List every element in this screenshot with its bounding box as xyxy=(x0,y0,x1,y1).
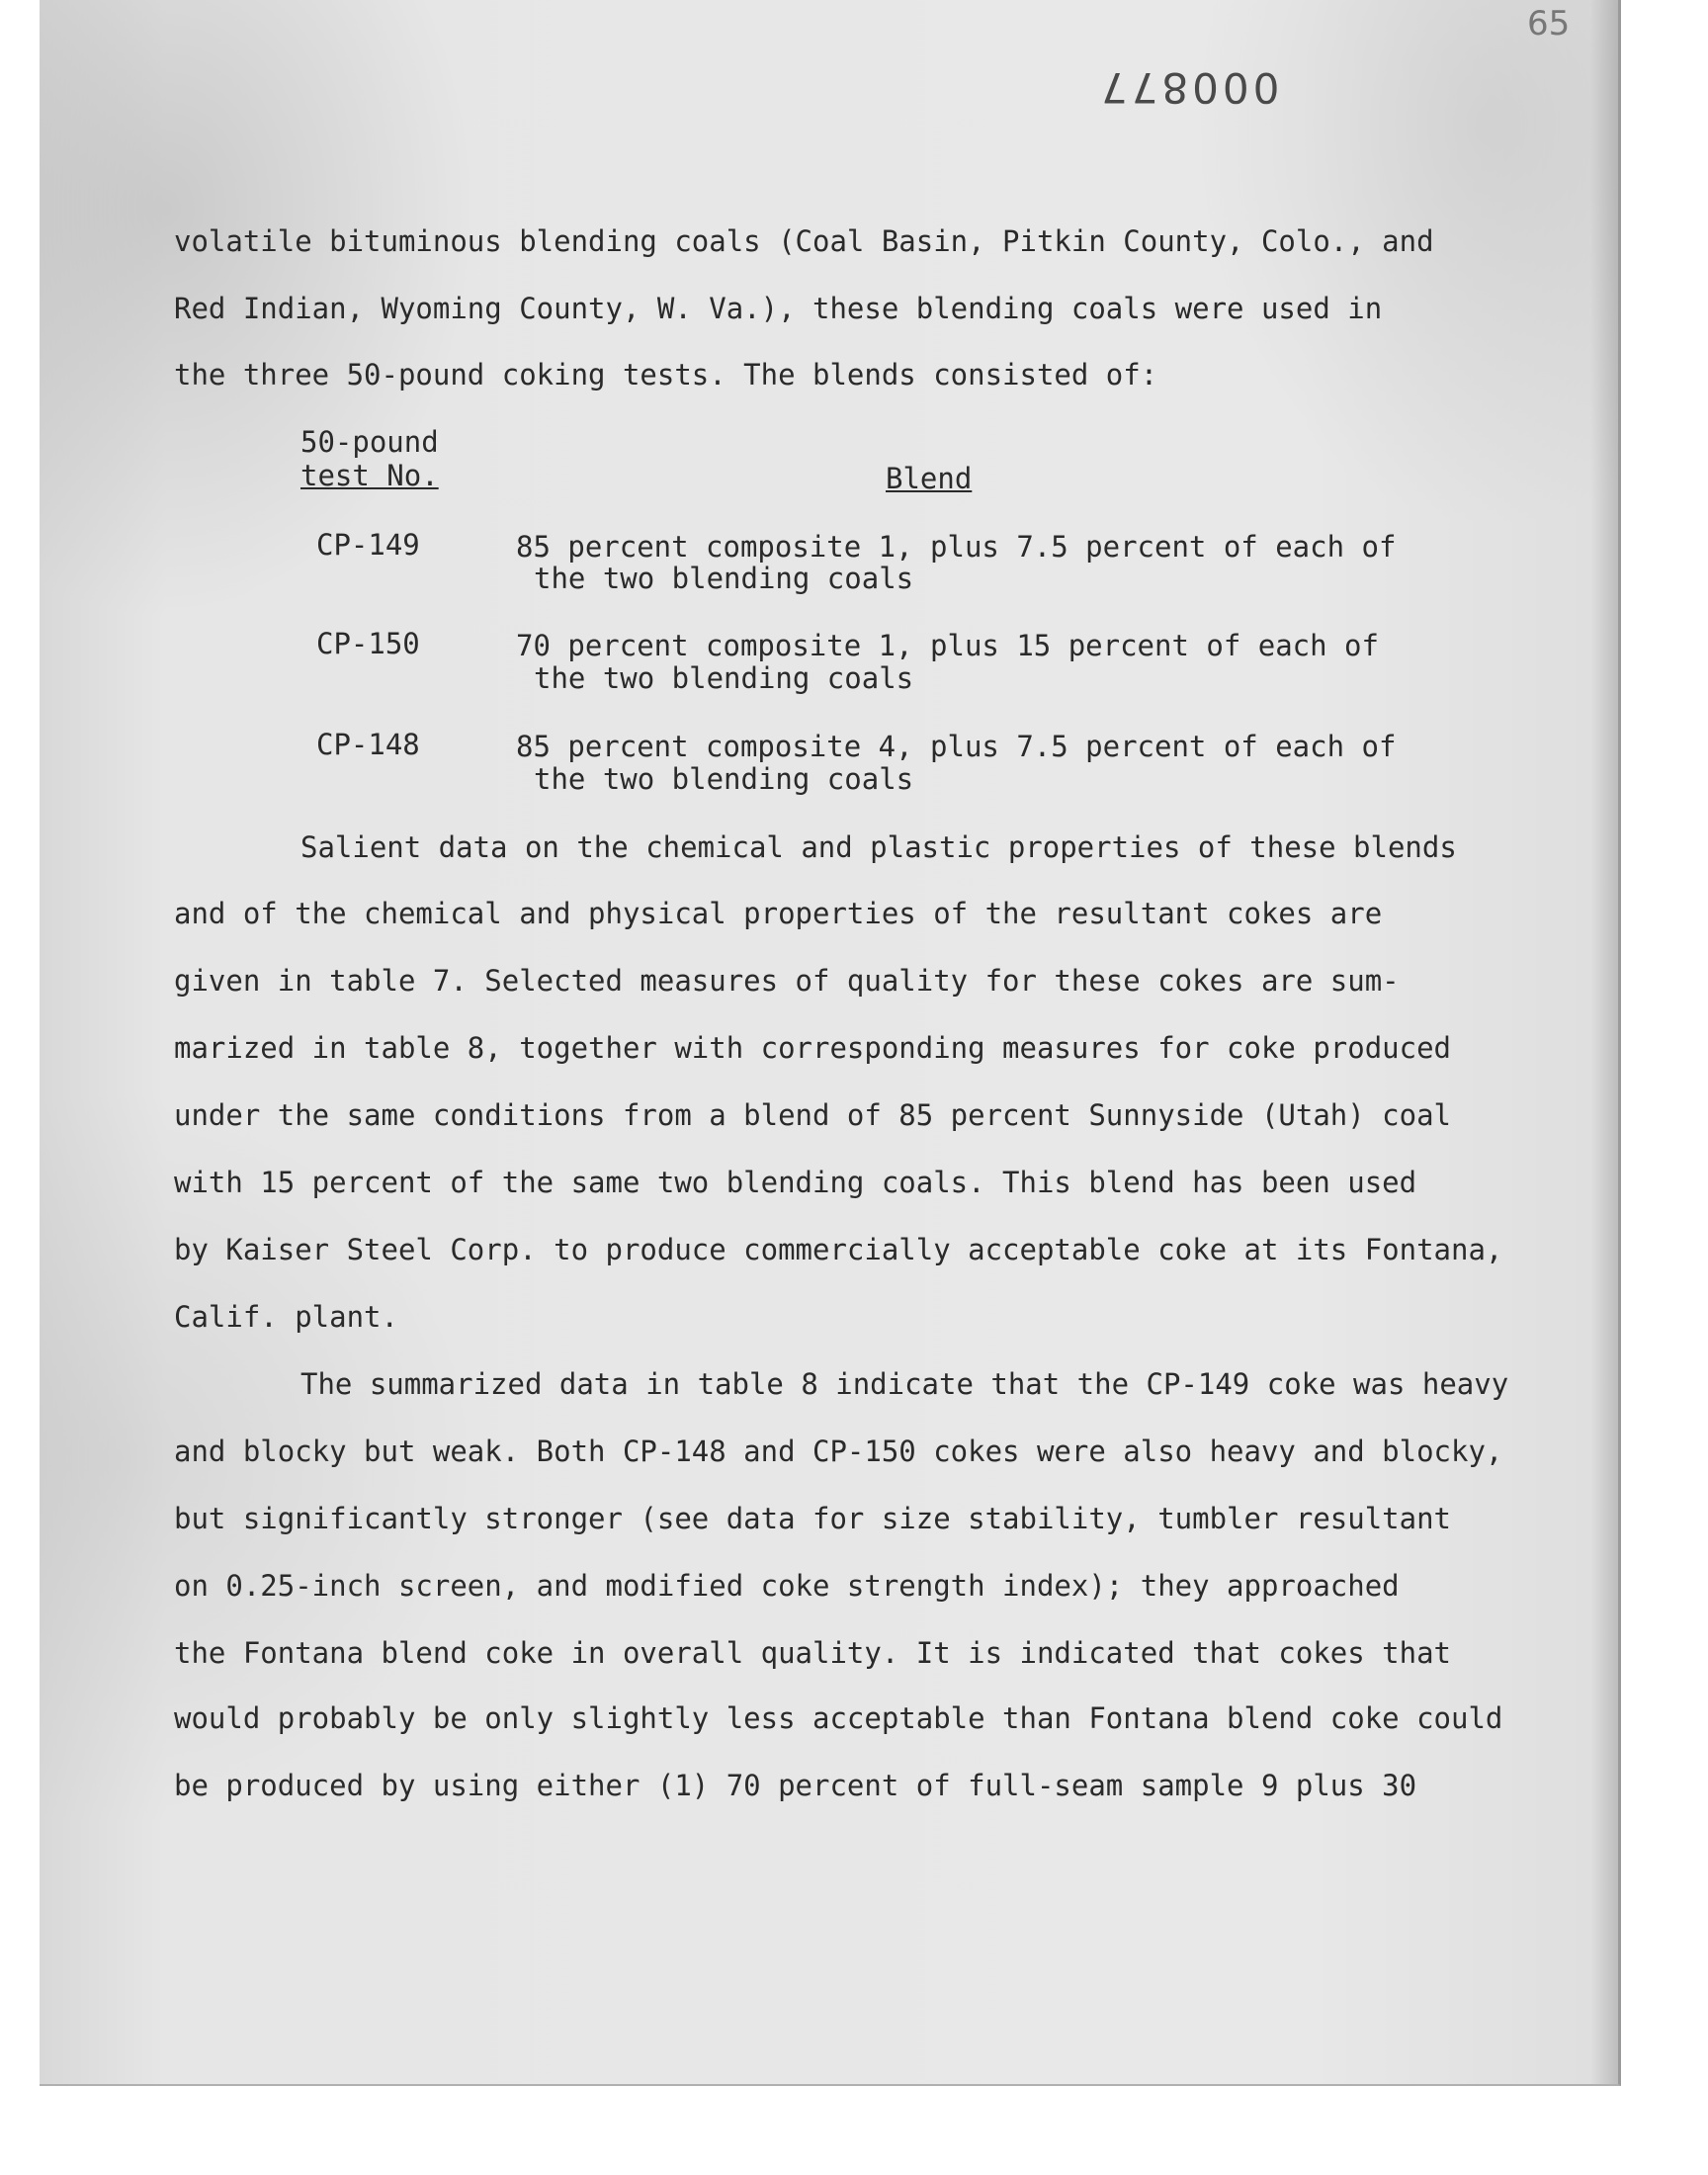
para1-line-1: Salient data on the chemical and plastic properties of these blends xyxy=(300,830,1457,864)
para1-line-2: and of the chemical and physical properties of the resultant cokes are xyxy=(174,897,1383,930)
table-header-test-line1: 50-pound xyxy=(300,425,439,459)
para2-line-4: on 0.25-inch screen, and modified coke strength index); they approached xyxy=(174,1569,1400,1603)
para1-line-8: Calif. plant. xyxy=(174,1300,398,1334)
page-edge-shadow xyxy=(1590,0,1618,2084)
para1-line-3: given in table 7. Selected measures of quality for these cokes are sum- xyxy=(174,964,1400,998)
document-stamp: 000877 xyxy=(1097,63,1280,112)
intro-line-1: volatile bituminous blending coals (Coal Basin, Pitkin County, Colo., and xyxy=(174,224,1434,258)
table-row-blend-line1: 70 percent composite 1, plus 15 percent of each of xyxy=(516,629,1379,662)
page-number: 65 xyxy=(1527,4,1571,44)
intro-line-3: the three 50-pound coking tests. The blends consisted of: xyxy=(174,358,1158,392)
para2-line-5: the Fontana blend coke in overall quality. It is indicated that cokes that xyxy=(174,1636,1452,1670)
table-row-blend-line1: 85 percent composite 4, plus 7.5 percent of each of xyxy=(516,730,1397,763)
table-row-blend-line2: the two blending coals xyxy=(534,661,914,695)
table-row-blend-line2: the two blending coals xyxy=(534,762,914,796)
para2-line-1: The summarized data in table 8 indicate that the CP-149 coke was heavy xyxy=(300,1367,1509,1401)
para2-line-6: would probably be only slightly less acceptable than Fontana blend coke could xyxy=(174,1701,1503,1735)
para2-line-7: be produced by using either (1) 70 percent of full-seam sample 9 plus 30 xyxy=(174,1769,1417,1802)
table-row-blend-line2: the two blending coals xyxy=(534,562,914,595)
table-row-blend-line1: 85 percent composite 1, plus 7.5 percent of each of xyxy=(516,530,1397,564)
para1-line-5: under the same conditions from a blend of 85 percent Sunnyside (Utah) coal xyxy=(174,1098,1452,1132)
para1-line-7: by Kaiser Steel Corp. to produce commercially acceptable coke at its Fontana, xyxy=(174,1233,1503,1266)
table-row-test: CP-148 xyxy=(316,728,420,761)
para1-line-4: marized in table 8, together with corresponding measures for coke produced xyxy=(174,1031,1452,1065)
intro-line-2: Red Indian, Wyoming County, W. Va.), these blending coals were used in xyxy=(174,292,1383,325)
table-header-test-line2: test No. xyxy=(300,459,439,492)
para2-line-2: and blocky but weak. Both CP-148 and CP-150 cokes were also heavy and blocky, xyxy=(174,1435,1503,1468)
para2-line-3: but significantly stronger (see data for size stability, tumbler resultant xyxy=(174,1502,1452,1535)
para1-line-6: with 15 percent of the same two blending coals. This blend has been used xyxy=(174,1166,1417,1199)
table-header-blend: Blend xyxy=(886,462,973,495)
table-row-test: CP-149 xyxy=(316,528,420,562)
table-row-test: CP-150 xyxy=(316,627,420,660)
